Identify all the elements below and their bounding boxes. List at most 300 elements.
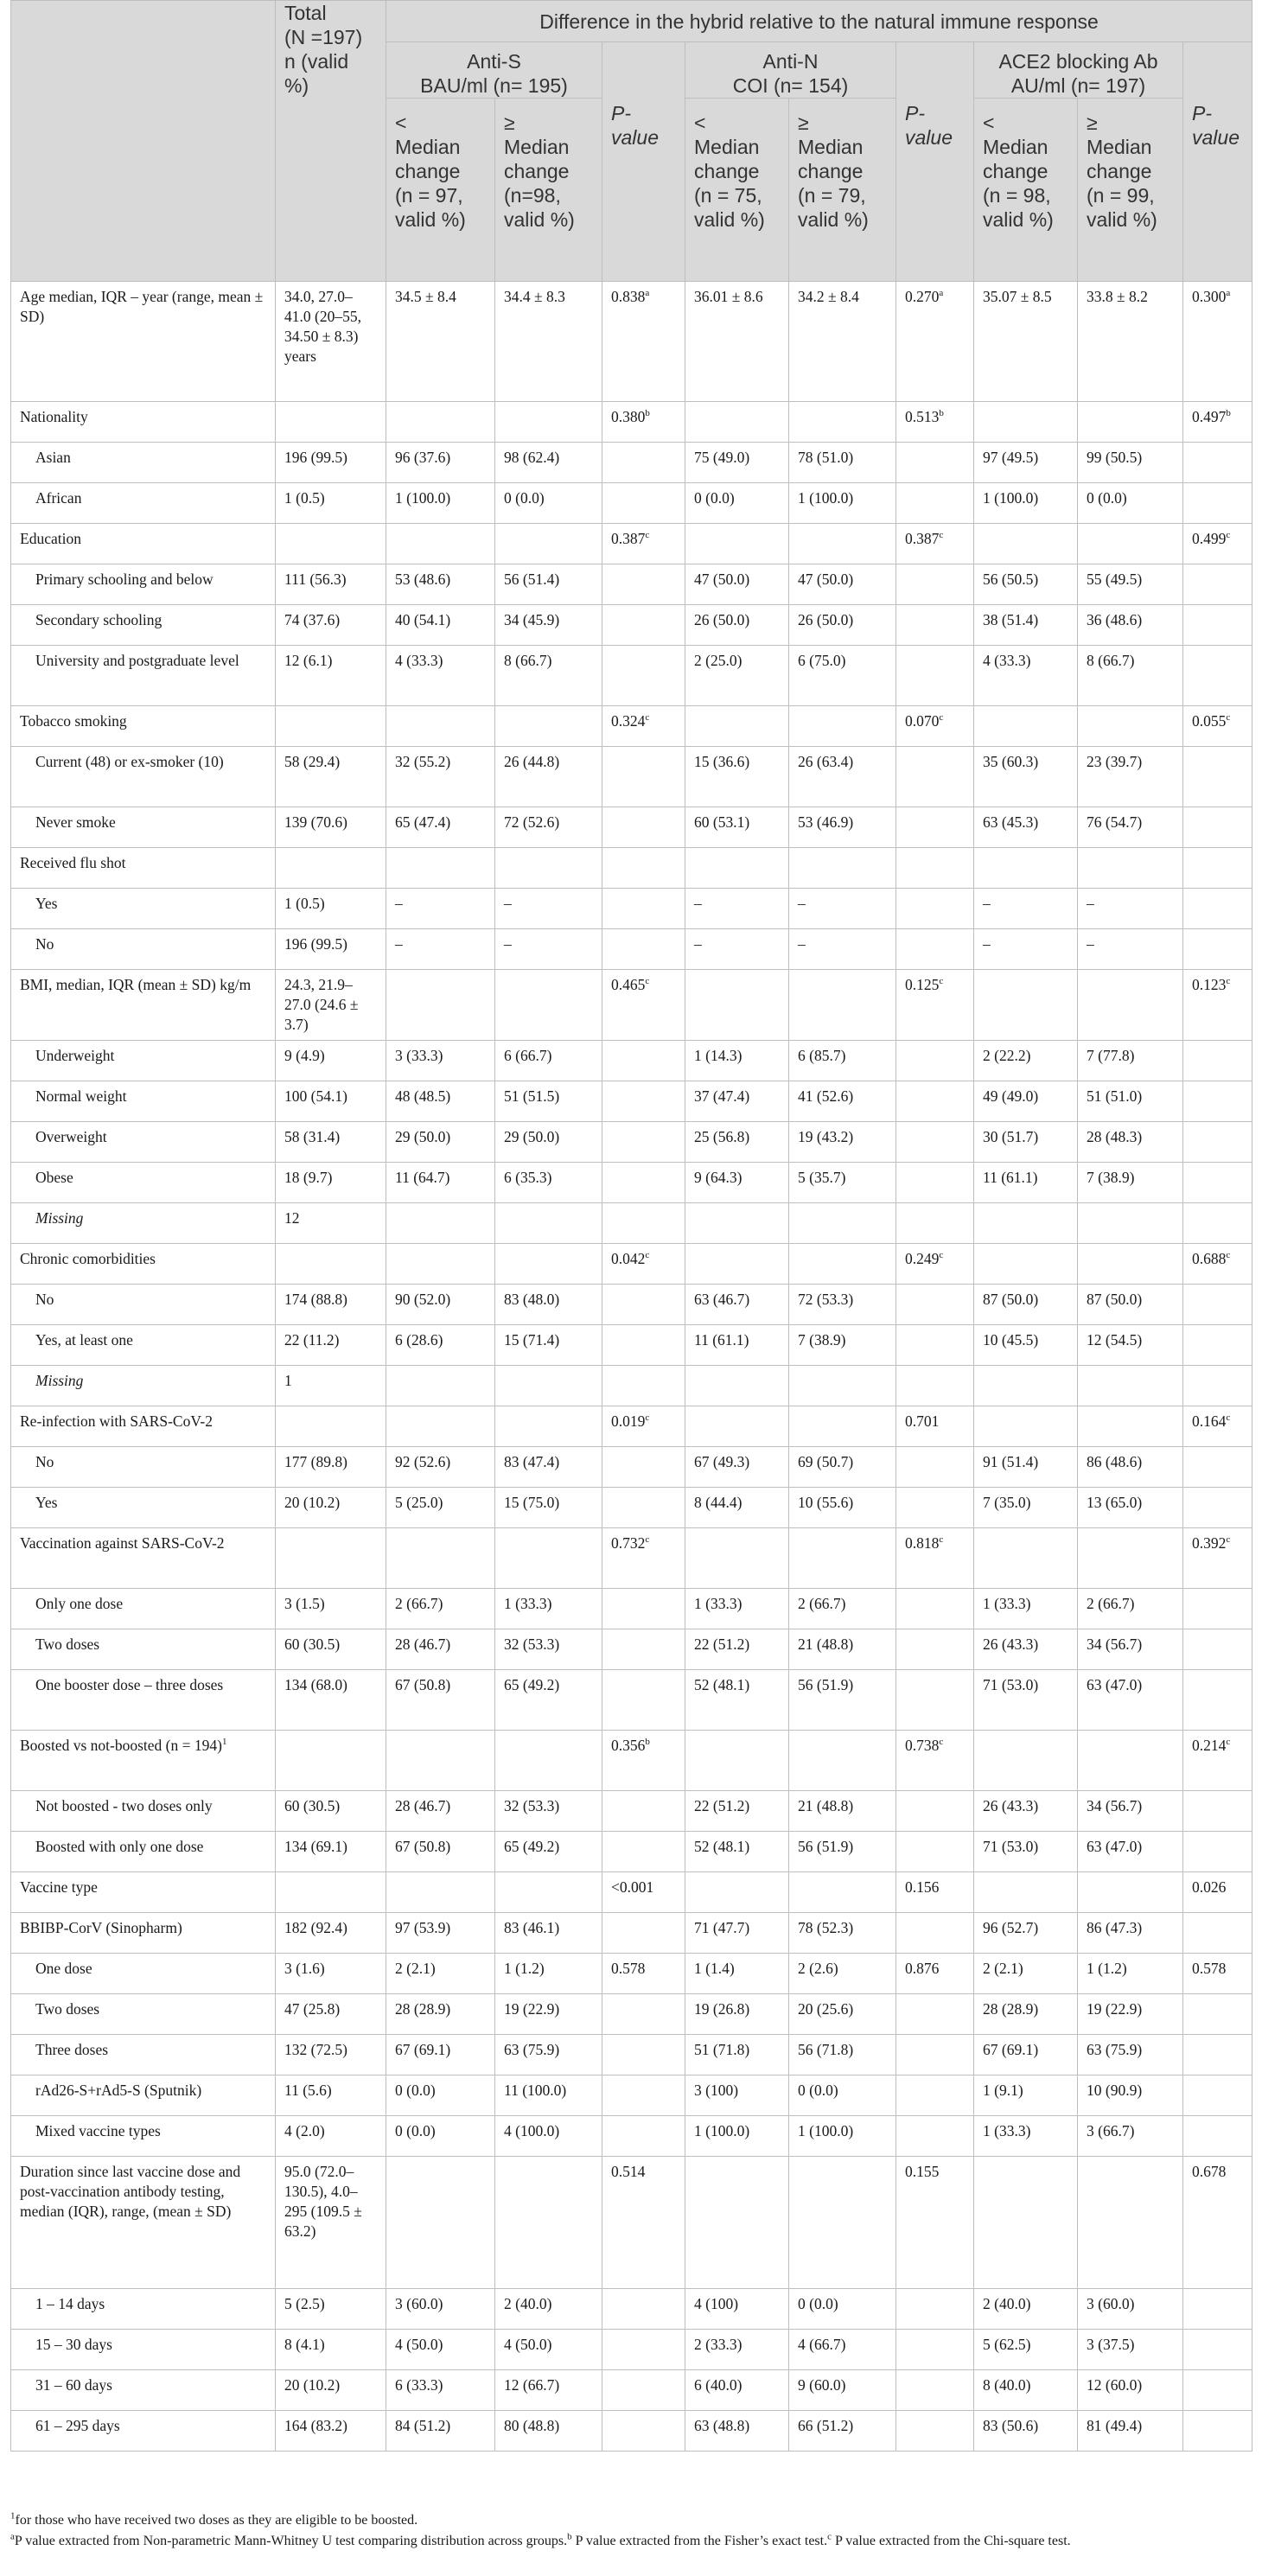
cell-a-ge — [1078, 1954, 1183, 1994]
cell-value: 74 (37.6) — [284, 611, 341, 628]
cell-s-p — [602, 1872, 685, 1913]
cell-total — [276, 1913, 386, 1954]
cell-n-p — [896, 1913, 974, 1954]
cell-value: 6 (85.7) — [798, 1047, 846, 1064]
row-label — [11, 1447, 276, 1488]
cell-s-lt — [386, 2330, 495, 2370]
cell-s-p — [602, 2075, 685, 2116]
cell-n-lt — [685, 1488, 789, 1528]
row-label-text: Secondary schooling — [35, 611, 163, 628]
cell-s-p — [602, 1285, 685, 1325]
cell-s-ge — [495, 2289, 602, 2330]
cell-n-ge — [789, 282, 896, 402]
cell-n-lt — [685, 2411, 789, 2452]
table-row — [11, 1670, 1252, 1731]
cell-s-ge — [495, 889, 602, 929]
cell-value: 63 (47.0) — [1087, 1676, 1143, 1693]
cell-n-p — [896, 1872, 974, 1913]
cell-s-lt — [386, 1406, 495, 1447]
cell-n-p — [896, 889, 974, 929]
cell-value: 0.164 — [1192, 1412, 1227, 1430]
cell-value: 4 (66.7) — [798, 2336, 846, 2353]
cell-s-lt — [386, 807, 495, 848]
cell-a-p — [1183, 2289, 1252, 2330]
cell-value: 15 (75.0) — [504, 1494, 560, 1511]
cell-a-p — [1183, 1832, 1252, 1872]
cell-s-p — [602, 2411, 685, 2452]
cell-n-p — [896, 1670, 974, 1731]
header-line: P- — [905, 102, 925, 124]
cell-a-lt — [974, 1406, 1078, 1447]
row-label-text: No — [35, 935, 54, 953]
cell-s-lt — [386, 1081, 495, 1122]
cell-value: 12 (6.1) — [284, 652, 333, 669]
cell-a-p — [1183, 1163, 1252, 1203]
cell-sup: c — [1226, 1412, 1231, 1424]
cell-value: 182 (92.4) — [284, 1919, 347, 1936]
cell-value: 40 (54.1) — [395, 611, 451, 628]
cell-a-p — [1183, 1285, 1252, 1325]
cell-value: 32 (55.2) — [395, 753, 451, 770]
cell-value: 11 (61.1) — [694, 1331, 749, 1349]
cell-value: 19 (22.9) — [504, 2000, 560, 2018]
table-row — [11, 2370, 1252, 2411]
cell-s-p — [602, 848, 685, 889]
cell-s-ge — [495, 282, 602, 402]
cell-s-ge — [495, 1528, 602, 1589]
cell-s-ge — [495, 1244, 602, 1285]
cell-a-ge — [1078, 1913, 1183, 1954]
cell-a-lt — [974, 1203, 1078, 1244]
cell-value: – — [983, 895, 991, 912]
cell-n-lt — [685, 2116, 789, 2157]
cell-value: 196 (99.5) — [284, 449, 347, 466]
cell-a-ge — [1078, 1832, 1183, 1872]
cell-a-ge — [1078, 1528, 1183, 1589]
cell-n-ge — [789, 2411, 896, 2452]
cell-n-ge — [789, 402, 896, 443]
cell-s-p — [602, 2370, 685, 2411]
cell-value: 25 (56.8) — [694, 1128, 750, 1145]
table-row — [11, 1488, 1252, 1528]
cell-a-lt — [974, 1041, 1078, 1081]
cell-n-p — [896, 1041, 974, 1081]
cell-s-ge — [495, 1122, 602, 1163]
cell-value: 1 (33.3) — [983, 2122, 1031, 2139]
row-label-text: Two doses — [35, 2000, 100, 2018]
cell-a-ge — [1078, 807, 1183, 848]
cell-a-p — [1183, 1203, 1252, 1244]
cell-n-ge — [789, 889, 896, 929]
cell-a-ge — [1078, 1670, 1183, 1731]
cell-a-ge — [1078, 889, 1183, 929]
cell-n-lt — [685, 1589, 789, 1629]
cell-value: 11 (64.7) — [395, 1169, 450, 1186]
cell-value: 0.019 — [611, 1412, 646, 1430]
cell-n-p — [896, 1244, 974, 1285]
header-line: value — [905, 126, 953, 149]
cell-value: 22 (51.2) — [694, 1636, 750, 1653]
header-line: (n = 98, — [983, 184, 1051, 207]
cell-total — [276, 929, 386, 970]
cell-n-lt — [685, 1447, 789, 1488]
cell-n-lt — [685, 1954, 789, 1994]
cell-a-lt — [974, 2075, 1078, 2116]
cell-n-p — [896, 1325, 974, 1366]
cell-sup: c — [1226, 976, 1231, 987]
cell-n-p — [896, 929, 974, 970]
cell-a-lt — [974, 564, 1078, 605]
cell-s-p — [602, 483, 685, 524]
cell-a-lt — [974, 2116, 1078, 2157]
cell-a-lt — [974, 443, 1078, 483]
cell-a-lt — [974, 1285, 1078, 1325]
cell-value: 2 (25.0) — [694, 652, 743, 669]
cell-sup: c — [1226, 1737, 1231, 1748]
header-p-n — [896, 42, 974, 282]
cell-n-ge — [789, 747, 896, 807]
cell-n-lt — [685, 1203, 789, 1244]
table-row — [11, 1629, 1252, 1670]
cell-n-lt — [685, 2289, 789, 2330]
row-label — [11, 1488, 276, 1528]
cell-s-lt — [386, 1122, 495, 1163]
cell-n-lt — [685, 1791, 789, 1832]
row-label-text: Vaccination against SARS-CoV-2 — [20, 1534, 225, 1552]
cell-value: 0.701 — [905, 1412, 940, 1430]
cell-value: 71 (53.0) — [983, 1838, 1039, 1855]
cell-sup: c — [1226, 1534, 1231, 1546]
table-row — [11, 889, 1252, 929]
cell-value: 26 (43.3) — [983, 1636, 1039, 1653]
cell-value: 56 (51.4) — [504, 571, 560, 588]
cell-n-p — [896, 483, 974, 524]
cell-a-ge — [1078, 2330, 1183, 2370]
cell-n-p — [896, 1366, 974, 1406]
footnote-1-mark: 1 — [10, 2510, 16, 2522]
table-row — [11, 706, 1252, 747]
cell-value: 65 (49.2) — [504, 1676, 560, 1693]
cell-value: 0.392 — [1192, 1534, 1227, 1552]
cell-value: 19 (43.2) — [798, 1128, 854, 1145]
table-row — [11, 1589, 1252, 1629]
cell-a-lt — [974, 1163, 1078, 1203]
cell-a-ge — [1078, 1872, 1183, 1913]
row-label — [11, 1913, 276, 1954]
cell-n-lt — [685, 646, 789, 706]
row-label — [11, 1994, 276, 2035]
cell-a-lt — [974, 706, 1078, 747]
cell-total — [276, 1670, 386, 1731]
cell-n-ge — [789, 1994, 896, 2035]
header-line: ≥ — [504, 112, 515, 134]
cell-value: 6 (28.6) — [395, 1331, 443, 1349]
cell-s-p — [602, 706, 685, 747]
cell-value: 86 (48.6) — [1087, 1453, 1143, 1470]
cell-a-p — [1183, 2411, 1252, 2452]
cell-total — [276, 605, 386, 646]
cell-a-ge — [1078, 402, 1183, 443]
row-label-text: Received flu shot — [20, 854, 126, 871]
footnote-a-text: P value extracted from Non-parametric Mann-Whitney U test comparing distribution across groups. — [14, 2534, 568, 2548]
cell-value: – — [504, 895, 512, 912]
cell-a-ge — [1078, 1994, 1183, 2035]
cell-value: 0.465 — [611, 976, 646, 993]
results-table — [10, 0, 1252, 2452]
footnote-c-mark: c — [827, 2531, 832, 2542]
cell-a-p — [1183, 970, 1252, 1041]
cell-value: 0.356 — [611, 1737, 646, 1754]
cell-value: 26 (63.4) — [798, 753, 854, 770]
cell-a-ge — [1078, 1791, 1183, 1832]
row-label-text: Vaccine type — [20, 1878, 98, 1896]
cell-value: 3 (1.6) — [284, 1960, 325, 1977]
header-line: AU/ml (n= 197) — [1010, 74, 1146, 97]
cell-s-ge — [495, 483, 602, 524]
cell-value: 4 (2.0) — [284, 2122, 325, 2139]
cell-total — [276, 747, 386, 807]
cell-n-ge — [789, 646, 896, 706]
cell-sup: c — [645, 530, 650, 541]
cell-a-p — [1183, 564, 1252, 605]
cell-value: 67 (69.1) — [395, 2041, 451, 2058]
row-label-text: Yes — [35, 895, 58, 912]
cell-n-lt — [685, 1122, 789, 1163]
row-label-text: Overweight — [35, 1128, 107, 1145]
cell-n-p — [896, 1203, 974, 1244]
cell-value: 0.042 — [611, 1250, 646, 1267]
cell-total — [276, 2157, 386, 2289]
row-label-text: 61 – 295 days — [35, 2417, 120, 2434]
table-row — [11, 1041, 1252, 1081]
cell-n-ge — [789, 2370, 896, 2411]
cell-s-lt — [386, 1244, 495, 1285]
cell-value: 1 (0.5) — [284, 895, 325, 912]
cell-a-lt — [974, 1629, 1078, 1670]
cell-a-ge — [1078, 706, 1183, 747]
cell-total — [276, 1285, 386, 1325]
cell-value: 0.578 — [1192, 1960, 1227, 1977]
cell-value: 2 (66.7) — [798, 1595, 846, 1612]
cell-a-lt — [974, 1325, 1078, 1366]
cell-a-lt — [974, 2157, 1078, 2289]
cell-value: 4 (33.3) — [395, 652, 443, 669]
cell-a-lt — [974, 2330, 1078, 2370]
table-body — [11, 282, 1252, 2452]
row-label — [11, 2289, 276, 2330]
cell-value: 0.156 — [905, 1878, 940, 1896]
cell-s-p — [602, 1203, 685, 1244]
cell-n-ge — [789, 1670, 896, 1731]
header-a-lt — [974, 99, 1078, 282]
cell-value: 1 (33.3) — [694, 1595, 743, 1612]
footnote-a-mark: a — [10, 2531, 15, 2542]
cell-s-lt — [386, 706, 495, 747]
cell-value: 63 (75.9) — [504, 2041, 560, 2058]
cell-a-lt — [974, 1994, 1078, 2035]
cell-n-ge — [789, 2116, 896, 2157]
header-line: valid %) — [504, 208, 575, 231]
row-label-text: Re-infection with SARS-CoV-2 — [20, 1412, 213, 1430]
cell-s-lt — [386, 2116, 495, 2157]
cell-sup: c — [939, 1250, 944, 1261]
cell-s-ge — [495, 1872, 602, 1913]
row-label — [11, 1832, 276, 1872]
cell-value: 63 (47.0) — [1087, 1838, 1143, 1855]
cell-value: 0.738 — [905, 1737, 940, 1754]
cell-n-lt — [685, 1366, 789, 1406]
cell-a-p — [1183, 1488, 1252, 1528]
cell-s-ge — [495, 605, 602, 646]
cell-total — [276, 1994, 386, 2035]
cell-value: 34.2 ± 8.4 — [798, 288, 859, 305]
cell-value: 196 (99.5) — [284, 935, 347, 953]
cell-value: 0.387 — [905, 530, 940, 547]
cell-a-p — [1183, 646, 1252, 706]
cell-a-lt — [974, 929, 1078, 970]
cell-n-p — [896, 2035, 974, 2075]
table-row — [11, 747, 1252, 807]
cell-s-lt — [386, 2370, 495, 2411]
cell-a-lt — [974, 807, 1078, 848]
cell-total — [276, 2289, 386, 2330]
cell-sup: c — [1226, 530, 1231, 541]
cell-s-p — [602, 282, 685, 402]
header-line: change — [983, 160, 1048, 182]
cell-total — [276, 1203, 386, 1244]
table-row — [11, 483, 1252, 524]
row-label-text: Asian — [35, 449, 71, 466]
cell-a-ge — [1078, 929, 1183, 970]
cell-s-ge — [495, 2035, 602, 2075]
cell-s-ge — [495, 1203, 602, 1244]
row-label — [11, 1285, 276, 1325]
header-line: Median — [694, 136, 760, 158]
cell-value: 24.3, 21.9– 27.0 (24.6 ± 3.7) — [284, 976, 359, 1033]
row-label — [11, 1872, 276, 1913]
cell-s-ge — [495, 1285, 602, 1325]
table-row — [11, 2035, 1252, 2075]
cell-value: 48 (48.5) — [395, 1087, 451, 1105]
cell-s-ge — [495, 2411, 602, 2452]
cell-value: – — [798, 935, 806, 953]
cell-s-lt — [386, 1325, 495, 1366]
cell-n-ge — [789, 1954, 896, 1994]
cell-s-lt — [386, 1954, 495, 1994]
cell-s-lt — [386, 1872, 495, 1913]
cell-value: 0.270 — [905, 288, 940, 305]
header-line: ≥ — [798, 112, 809, 134]
cell-s-ge — [495, 1325, 602, 1366]
cell-n-ge — [789, 970, 896, 1041]
cell-sup: a — [645, 288, 650, 299]
cell-s-ge — [495, 2330, 602, 2370]
cell-a-p — [1183, 1731, 1252, 1791]
cell-value: 52 (48.1) — [694, 1676, 750, 1693]
cell-s-p — [602, 1832, 685, 1872]
cell-a-lt — [974, 747, 1078, 807]
cell-n-p — [896, 443, 974, 483]
cell-a-p — [1183, 2116, 1252, 2157]
cell-n-ge — [789, 848, 896, 889]
cell-value: 10 (45.5) — [983, 1331, 1039, 1349]
cell-value: 20 (10.2) — [284, 2376, 341, 2394]
cell-s-lt — [386, 2411, 495, 2452]
cell-value: 34.0, 27.0– 41.0 (20–55, 34.50 ± 8.3) years — [284, 288, 361, 365]
row-label — [11, 1528, 276, 1589]
cell-s-lt — [386, 1285, 495, 1325]
cell-value: 36 (48.6) — [1087, 611, 1143, 628]
cell-s-ge — [495, 1488, 602, 1528]
cell-value: 83 (46.1) — [504, 1919, 560, 1936]
cell-a-ge — [1078, 1447, 1183, 1488]
cell-a-lt — [974, 2370, 1078, 2411]
cell-n-p — [896, 1954, 974, 1994]
cell-n-p — [896, 1589, 974, 1629]
cell-s-lt — [386, 1994, 495, 2035]
cell-s-p — [602, 1791, 685, 1832]
cell-value: – — [504, 935, 512, 953]
cell-value: 2 (2.6) — [798, 1960, 838, 1977]
cell-a-lt — [974, 848, 1078, 889]
cell-s-lt — [386, 889, 495, 929]
header-line: change — [504, 160, 570, 182]
cell-total — [276, 848, 386, 889]
cell-s-p — [602, 1325, 685, 1366]
table-row — [11, 402, 1252, 443]
cell-total — [276, 443, 386, 483]
row-label-text: Yes, at least one — [35, 1331, 133, 1349]
cell-s-ge — [495, 1589, 602, 1629]
cell-value: 51 (51.5) — [504, 1087, 560, 1105]
row-label-text: 31 – 60 days — [35, 2376, 112, 2394]
cell-s-ge — [495, 1954, 602, 1994]
cell-value: 5 (62.5) — [983, 2336, 1031, 2353]
footnote-1 — [10, 2510, 1252, 2531]
cell-a-p — [1183, 1629, 1252, 1670]
cell-a-ge — [1078, 2075, 1183, 2116]
table-row — [11, 1285, 1252, 1325]
header-line: COI (n= 154) — [732, 74, 849, 97]
cell-s-ge — [495, 747, 602, 807]
cell-total — [276, 1366, 386, 1406]
cell-total — [276, 1528, 386, 1589]
cell-value: 83 (47.4) — [504, 1453, 560, 1470]
cell-a-ge — [1078, 1122, 1183, 1163]
row-label — [11, 2411, 276, 2452]
header-line: change — [1087, 160, 1152, 182]
cell-s-ge — [495, 564, 602, 605]
cell-value: 60 (30.5) — [284, 1797, 341, 1814]
row-label — [11, 1244, 276, 1285]
row-label — [11, 1731, 276, 1791]
cell-value: 134 (69.1) — [284, 1838, 347, 1855]
cell-a-lt — [974, 2035, 1078, 2075]
cell-value: 0.578 — [611, 1960, 646, 1977]
cell-value: 3 (100) — [694, 2082, 739, 2099]
cell-n-ge — [789, 1244, 896, 1285]
cell-s-ge — [495, 2370, 602, 2411]
cell-a-p — [1183, 1670, 1252, 1731]
cell-sup: c — [645, 1412, 650, 1424]
table-row — [11, 1122, 1252, 1163]
cell-n-ge — [789, 1081, 896, 1122]
cell-value: 0.214 — [1192, 1737, 1227, 1754]
cell-s-p — [602, 524, 685, 564]
cell-sup: c — [1226, 712, 1231, 724]
cell-a-p — [1183, 483, 1252, 524]
cell-a-ge — [1078, 2035, 1183, 2075]
